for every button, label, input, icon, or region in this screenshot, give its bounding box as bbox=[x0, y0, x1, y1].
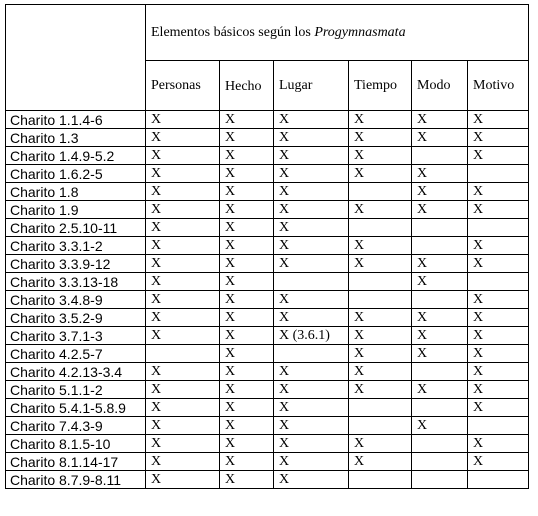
table-cell: X bbox=[220, 327, 274, 345]
row-label: Charito 4.2.5-7 bbox=[6, 345, 146, 363]
table-cell: X bbox=[146, 291, 220, 309]
table-cell: X bbox=[412, 129, 468, 147]
row-label: Charito 1.1.4-6 bbox=[6, 111, 146, 129]
table-cell: X bbox=[412, 183, 468, 201]
table-cell bbox=[349, 471, 412, 489]
row-label: Charito 8.1.5-10 bbox=[6, 435, 146, 453]
table-cell: X bbox=[412, 111, 468, 129]
row-label: Charito 1.9 bbox=[6, 201, 146, 219]
row-label: Charito 7.4.3-9 bbox=[6, 417, 146, 435]
row-label: Charito 3.3.13-18 bbox=[6, 273, 146, 291]
table-cell: X bbox=[146, 273, 220, 291]
table-cell: X bbox=[349, 453, 412, 471]
table-cell: X bbox=[146, 399, 220, 417]
row-label: Charito 8.1.14-17 bbox=[6, 453, 146, 471]
table-cell: X bbox=[146, 417, 220, 435]
table-cell: X bbox=[220, 237, 274, 255]
table-cell bbox=[349, 273, 412, 291]
table-cell: X bbox=[146, 183, 220, 201]
table-cell: X bbox=[274, 417, 349, 435]
column-header-modo: Modo bbox=[412, 61, 468, 111]
table-cell: X bbox=[468, 309, 529, 327]
table-row bbox=[6, 237, 529, 255]
table-cell: X bbox=[146, 471, 220, 489]
table-cell bbox=[468, 165, 529, 183]
table-row bbox=[6, 255, 529, 273]
table-cell: X bbox=[146, 165, 220, 183]
column-header-lugar: Lugar bbox=[274, 61, 349, 111]
table-cell: X bbox=[468, 327, 529, 345]
table-cell: X bbox=[349, 327, 412, 345]
table-cell: X bbox=[349, 381, 412, 399]
table-cell: X bbox=[146, 309, 220, 327]
table-cell: X bbox=[349, 237, 412, 255]
table-cell: X bbox=[468, 435, 529, 453]
table-cell bbox=[412, 291, 468, 309]
table-cell: X bbox=[220, 345, 274, 363]
table-cell: X bbox=[146, 147, 220, 165]
table-cell bbox=[349, 417, 412, 435]
row-label: Charito 1.6.2-5 bbox=[6, 165, 146, 183]
row-label: Charito 3.3.9-12 bbox=[6, 255, 146, 273]
table-row bbox=[6, 381, 529, 399]
table-cell: X bbox=[274, 381, 349, 399]
table-cell: X bbox=[274, 255, 349, 273]
table-cell: X bbox=[220, 291, 274, 309]
table-cell: X bbox=[274, 471, 349, 489]
table-cell: X bbox=[274, 219, 349, 237]
table-cell: X bbox=[412, 309, 468, 327]
table-cell: X bbox=[412, 345, 468, 363]
table-cell: X bbox=[349, 309, 412, 327]
table-row bbox=[6, 471, 529, 489]
table-cell: X bbox=[349, 255, 412, 273]
table-cell: X bbox=[146, 435, 220, 453]
table-cell bbox=[274, 273, 349, 291]
table-cell: X bbox=[220, 147, 274, 165]
table-cell: X bbox=[220, 471, 274, 489]
table-cell: X bbox=[274, 309, 349, 327]
row-label: Charito 3.7.1-3 bbox=[6, 327, 146, 345]
table-cell: X bbox=[220, 273, 274, 291]
column-header-tiempo: Tiempo bbox=[349, 61, 412, 111]
table-cell bbox=[412, 453, 468, 471]
table-cell: X bbox=[220, 219, 274, 237]
table-cell bbox=[412, 237, 468, 255]
row-label: Charito 5.1.1-2 bbox=[6, 381, 146, 399]
table-cell: X bbox=[146, 237, 220, 255]
table-row bbox=[6, 363, 529, 381]
table-cell: X bbox=[274, 111, 349, 129]
table-cell: X bbox=[349, 147, 412, 165]
table-cell: X bbox=[468, 345, 529, 363]
table-cell: X bbox=[468, 237, 529, 255]
table-cell: X bbox=[349, 165, 412, 183]
group-header-italic: Progymnasmata bbox=[314, 24, 406, 40]
table-cell: X bbox=[220, 363, 274, 381]
table-cell: X bbox=[412, 327, 468, 345]
table-row bbox=[6, 345, 529, 363]
table-cell: X bbox=[349, 435, 412, 453]
column-header-personas: Personas bbox=[146, 61, 220, 111]
table-cell: X bbox=[220, 111, 274, 129]
group-header bbox=[146, 5, 529, 61]
table-cell: X bbox=[220, 381, 274, 399]
table-cell: X bbox=[468, 255, 529, 273]
table-cell: X bbox=[412, 273, 468, 291]
progymnasmata-table bbox=[5, 4, 529, 489]
table-cell: X bbox=[220, 309, 274, 327]
table-cell bbox=[349, 219, 412, 237]
table-cell: X bbox=[349, 345, 412, 363]
table-cell bbox=[274, 345, 349, 363]
row-label: Charito 8.7.9-8.11 bbox=[6, 471, 146, 489]
table-cell: X bbox=[468, 453, 529, 471]
table-cell: X bbox=[274, 453, 349, 471]
table-cell: X bbox=[468, 147, 529, 165]
table-row bbox=[6, 273, 529, 291]
table-cell bbox=[146, 345, 220, 363]
table-cell: X bbox=[220, 435, 274, 453]
table-cell: X bbox=[412, 255, 468, 273]
table-cell: X bbox=[274, 201, 349, 219]
table-row bbox=[6, 327, 529, 345]
row-label: Charito 1.4.9-5.2 bbox=[6, 147, 146, 165]
table-row bbox=[6, 183, 529, 201]
table-cell: X bbox=[468, 111, 529, 129]
table-cell: X bbox=[468, 183, 529, 201]
row-label: Charito 3.5.2-9 bbox=[6, 309, 146, 327]
table-cell bbox=[349, 183, 412, 201]
table-cell: X bbox=[146, 363, 220, 381]
row-label: Charito 1.8 bbox=[6, 183, 146, 201]
table-cell: X bbox=[274, 399, 349, 417]
table-row bbox=[6, 309, 529, 327]
table-cell: X bbox=[146, 327, 220, 345]
table-cell: X bbox=[274, 291, 349, 309]
table-cell: X bbox=[220, 453, 274, 471]
table-container bbox=[5, 4, 529, 489]
row-label: Charito 3.4.8-9 bbox=[6, 291, 146, 309]
table-cell: X bbox=[412, 201, 468, 219]
table-cell: X bbox=[274, 237, 349, 255]
table-cell: X bbox=[468, 363, 529, 381]
table-cell: X bbox=[468, 129, 529, 147]
table-cell: X bbox=[220, 399, 274, 417]
table-row bbox=[6, 147, 529, 165]
table-cell: X bbox=[220, 165, 274, 183]
table-row bbox=[6, 435, 529, 453]
row-label: Charito 3.3.1-2 bbox=[6, 237, 146, 255]
table-cell bbox=[412, 363, 468, 381]
table-cell: X bbox=[468, 291, 529, 309]
table-cell: X bbox=[146, 219, 220, 237]
table-cell bbox=[349, 291, 412, 309]
table-cell: X bbox=[349, 363, 412, 381]
table-cell: X bbox=[146, 201, 220, 219]
table-cell: X bbox=[468, 381, 529, 399]
table-cell: X bbox=[468, 201, 529, 219]
table-cell bbox=[412, 147, 468, 165]
table-row bbox=[6, 219, 529, 237]
group-header-prefix: Elementos básicos según los bbox=[151, 24, 311, 40]
table-row bbox=[6, 111, 529, 129]
table-cell: X bbox=[146, 129, 220, 147]
table-cell bbox=[412, 435, 468, 453]
table-cell: X bbox=[412, 381, 468, 399]
table-row bbox=[6, 129, 529, 147]
table-cell bbox=[349, 399, 412, 417]
table-cell: X bbox=[412, 165, 468, 183]
table-cell: X bbox=[349, 129, 412, 147]
table-cell: X bbox=[412, 417, 468, 435]
table-row bbox=[6, 201, 529, 219]
table-cell: X bbox=[146, 111, 220, 129]
table-cell: X bbox=[220, 417, 274, 435]
table-cell bbox=[468, 219, 529, 237]
row-label: Charito 5.4.1-5.8.9 bbox=[6, 399, 146, 417]
table-cell: X bbox=[146, 255, 220, 273]
table-row bbox=[6, 417, 529, 435]
row-label: Charito 4.2.13-3.4 bbox=[6, 363, 146, 381]
column-header-motivo: Motivo bbox=[468, 61, 529, 111]
table-row bbox=[6, 453, 529, 471]
table-cell: X bbox=[220, 129, 274, 147]
table-cell bbox=[468, 471, 529, 489]
table-cell: X bbox=[468, 399, 529, 417]
table-cell: X bbox=[274, 183, 349, 201]
table-cell: X bbox=[274, 435, 349, 453]
table-cell: X bbox=[220, 255, 274, 273]
table-cell: X bbox=[220, 201, 274, 219]
corner-cell bbox=[6, 5, 146, 111]
table-row bbox=[6, 165, 529, 183]
table-cell: X bbox=[274, 129, 349, 147]
table-cell: X bbox=[146, 381, 220, 399]
table-cell bbox=[412, 219, 468, 237]
table-cell: X bbox=[274, 165, 349, 183]
table-cell: X bbox=[349, 111, 412, 129]
table-cell bbox=[468, 417, 529, 435]
table-cell: X (3.6.1) bbox=[274, 327, 349, 345]
table-row bbox=[6, 291, 529, 309]
table-cell: X bbox=[349, 201, 412, 219]
table-cell: X bbox=[220, 183, 274, 201]
table-cell: X bbox=[146, 453, 220, 471]
table-row bbox=[6, 399, 529, 417]
table-cell bbox=[412, 471, 468, 489]
row-label: Charito 1.3 bbox=[6, 129, 146, 147]
table-body bbox=[6, 111, 529, 489]
table-cell: X bbox=[274, 363, 349, 381]
table-cell bbox=[468, 273, 529, 291]
row-label: Charito 2.5.10-11 bbox=[6, 219, 146, 237]
column-header-hecho: Hecho bbox=[220, 61, 274, 111]
table-cell: X bbox=[274, 147, 349, 165]
table-cell bbox=[412, 399, 468, 417]
